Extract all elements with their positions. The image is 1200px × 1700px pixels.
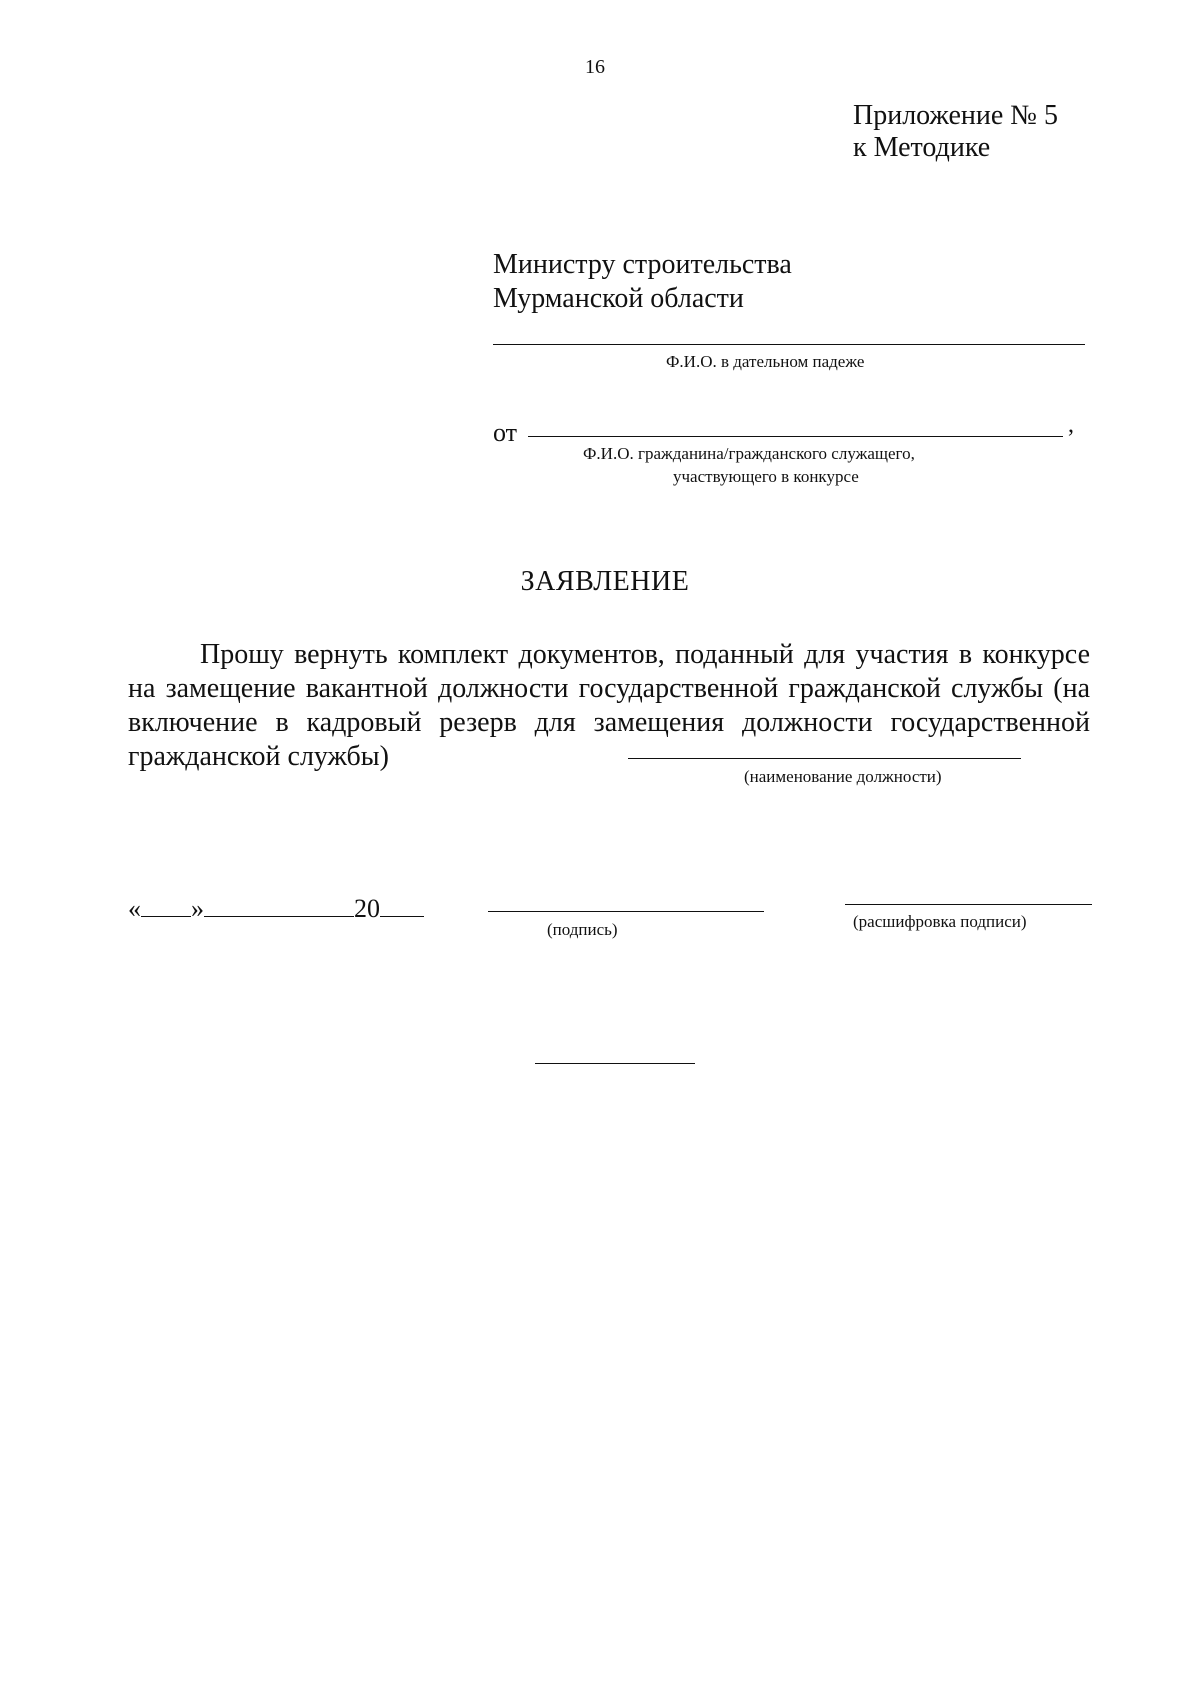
addressee-line-2: Мурманской области <box>493 283 744 314</box>
quote-close: » <box>191 894 204 923</box>
position-line <box>628 758 1021 759</box>
applicant-fio-caption-2: участвующего в конкурсе <box>673 467 859 486</box>
page-number: 16 <box>585 56 605 78</box>
appendix-reference: к Методике <box>853 132 991 163</box>
from-label: от <box>493 418 518 447</box>
signature-line <box>488 911 764 912</box>
addressee-fio-line <box>493 344 1085 345</box>
date-row <box>128 894 424 924</box>
position-caption: (наименование должности) <box>744 767 942 786</box>
year-prefix: 20 <box>354 894 380 923</box>
addressee-block <box>493 248 792 316</box>
quote-open: « <box>128 894 141 923</box>
applicant-comma: , <box>1068 412 1074 438</box>
year-blank <box>380 894 424 917</box>
month-blank <box>204 894 354 917</box>
applicant-fio-line <box>528 436 1063 437</box>
signature-decoding-caption: (расшифровка подписи) <box>853 912 1027 931</box>
addressee-fio-caption: Ф.И.О. в дательном падеже <box>666 352 865 371</box>
application-body <box>128 638 1090 774</box>
document-title: ЗАЯВЛЕНИЕ <box>520 566 690 597</box>
appendix-number: Приложение № 5 <box>853 100 1058 131</box>
addressee-line-1: Министру строительства <box>493 249 792 280</box>
applicant-fio-caption-1: Ф.И.О. гражданина/гражданского служащего, <box>583 444 915 463</box>
signature-decoding-line <box>845 904 1092 905</box>
closing-separator <box>535 1063 695 1064</box>
day-blank <box>141 894 191 917</box>
appendix-header <box>853 100 1058 164</box>
signature-caption: (подпись) <box>547 920 618 939</box>
application-text: Прошу вернуть комплект документов, поданный для участия в конкурсе на замещение вакантной должности государственной гражданской службы (на включение в кадровый резерв для замещения должности государственной гражданской службы) <box>128 639 1090 772</box>
